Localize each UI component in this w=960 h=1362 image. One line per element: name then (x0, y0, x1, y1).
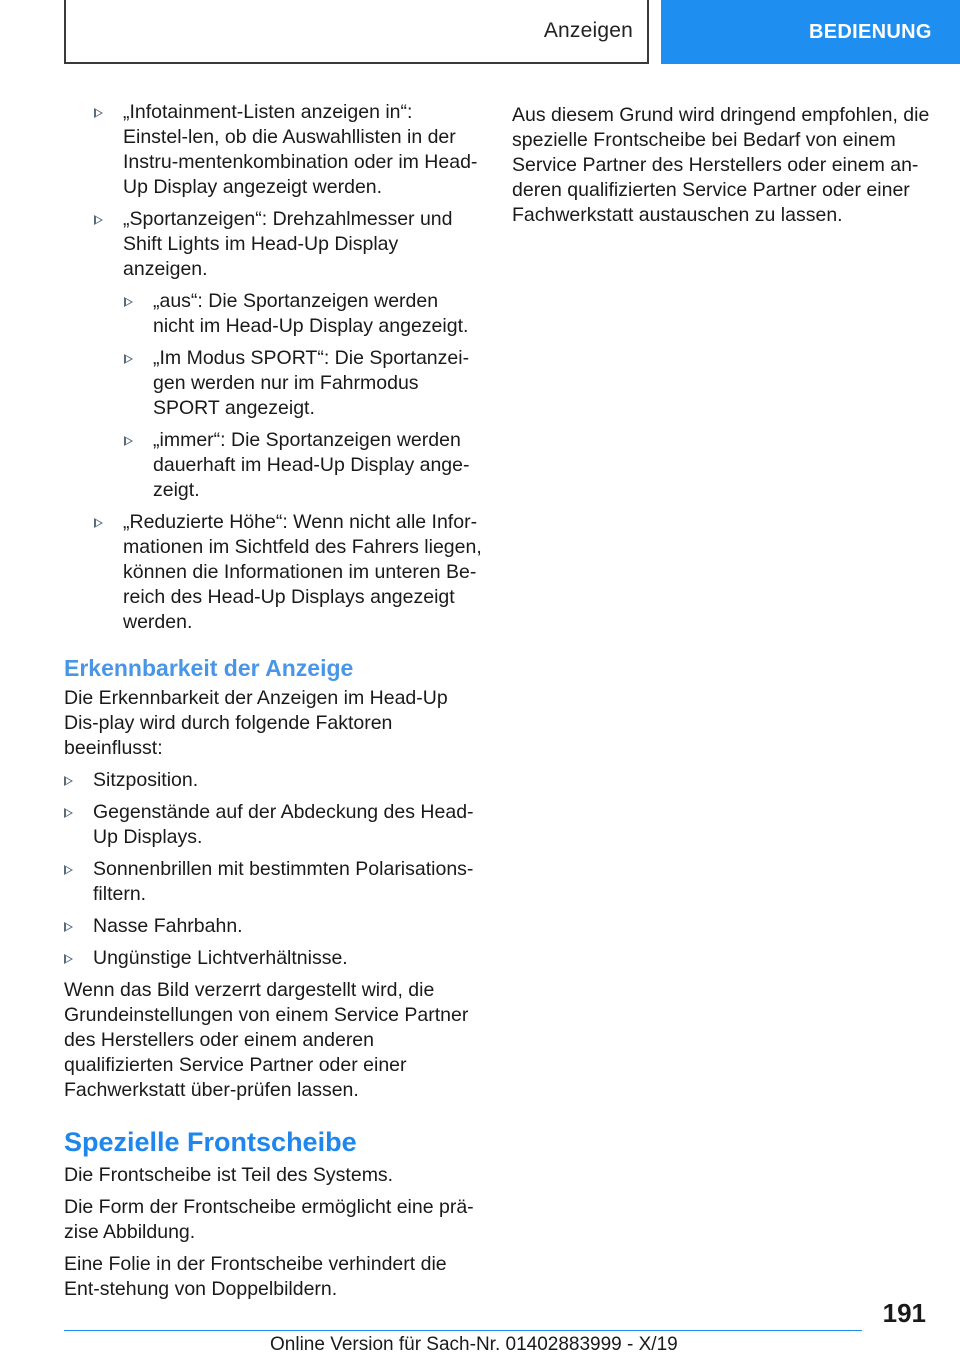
right-column (512, 100, 930, 235)
list-item: „immer“: Die Sportanzeigen werden dauerhaft im Head-Up Display ange-zeigt. (64, 428, 482, 503)
bullet-triangle-icon (124, 297, 133, 307)
list-item: Sitzposition. (64, 768, 482, 793)
paragraph: Die Erkennbarkeit der Anzeigen im Head-Up Dis-play wird durch folgende Faktoren beeinflusst: (64, 687, 448, 759)
list-item: „Infotainment-Listen anzeigen in“: Einstel-len, ob die Auswahllisten in der Instru-mentenkombination oder im Head-Up Display angezeigt werden. (64, 100, 482, 200)
list-item: „Im Modus SPORT“: Die Sportanzei-gen werden nur im Fahrmodus SPORT angezeigt. (64, 346, 482, 421)
bullet-triangle-icon (124, 354, 133, 364)
header-section-title: Anzeigen (543, 19, 633, 42)
list-item: Nasse Fahrbahn. (64, 914, 482, 939)
bullet-triangle-icon (124, 436, 133, 446)
paragraph: Aus diesem Grund wird dringend empfohlen, die spezielle Frontscheibe bei Bedarf von einem Service Partner des Herstellers oder einem an-deren qualifizierten Service Partner oder einer Fachwerkstatt austauschen zu lassen. (512, 104, 930, 226)
list-item: Gegenstände auf der Abdeckung des Head-Up Displays. (64, 800, 482, 850)
paragraph: Eine Folie in der Frontscheibe verhindert die Ent-stehung von Doppelbildern. (64, 1253, 447, 1300)
paragraph: Die Form der Frontscheibe ermöglicht eine prä-zise Abbildung. (64, 1196, 474, 1243)
page-number: 191 (882, 1298, 926, 1328)
bullet-triangle-icon (64, 808, 73, 818)
left-column (64, 100, 482, 1309)
bullet-triangle-icon (94, 108, 103, 118)
footer-divider (64, 1330, 862, 1331)
paragraph: Die Frontscheibe ist Teil des Systems. (64, 1164, 394, 1186)
bullet-triangle-icon (94, 215, 103, 225)
list-item: „aus“: Die Sportanzeigen werden nicht im Head-Up Display angezeigt. (64, 289, 482, 339)
list-item: „Reduzierte Höhe“: Wenn nicht alle Infor-mationen im Sichtfeld des Fahrers liegen, können die Informationen im unteren Be-reich des Head-Up Displays angezeigt werden. (64, 510, 482, 635)
list-item: Ungünstige Lichtverhältnisse. (64, 946, 482, 971)
header-chapter-title: BEDIENUNG (809, 20, 932, 43)
bullet-triangle-icon (64, 776, 73, 786)
list-item: Sonnenbrillen mit bestimmten Polarisations-filtern. (64, 857, 482, 907)
header-section-box (64, 0, 649, 64)
bullet-triangle-icon (64, 922, 73, 932)
bullet-triangle-icon (94, 518, 103, 528)
bullet-triangle-icon (64, 865, 73, 875)
header-chapter-tab (661, 0, 960, 64)
list-item: „Sportanzeigen“: Drehzahlmesser und Shift Lights im Head-Up Display anzeigen. (64, 207, 482, 282)
footer-text: Online Version für Sach-Nr. 01402883999 - X/19 (270, 1334, 678, 1355)
section-heading-frontscheibe: Spezielle Frontscheibe (64, 1127, 357, 1157)
bullet-triangle-icon (64, 954, 73, 964)
section-heading-erkennbarkeit: Erkennbarkeit der Anzeige (64, 655, 354, 681)
paragraph: Wenn das Bild verzerrt dargestellt wird, die Grundeinstellungen von einem Service Partner des Herstellers oder einem anderen qualifizierten Service Partner oder einer Fachwerkstatt über-prüfen lassen. (64, 979, 469, 1101)
